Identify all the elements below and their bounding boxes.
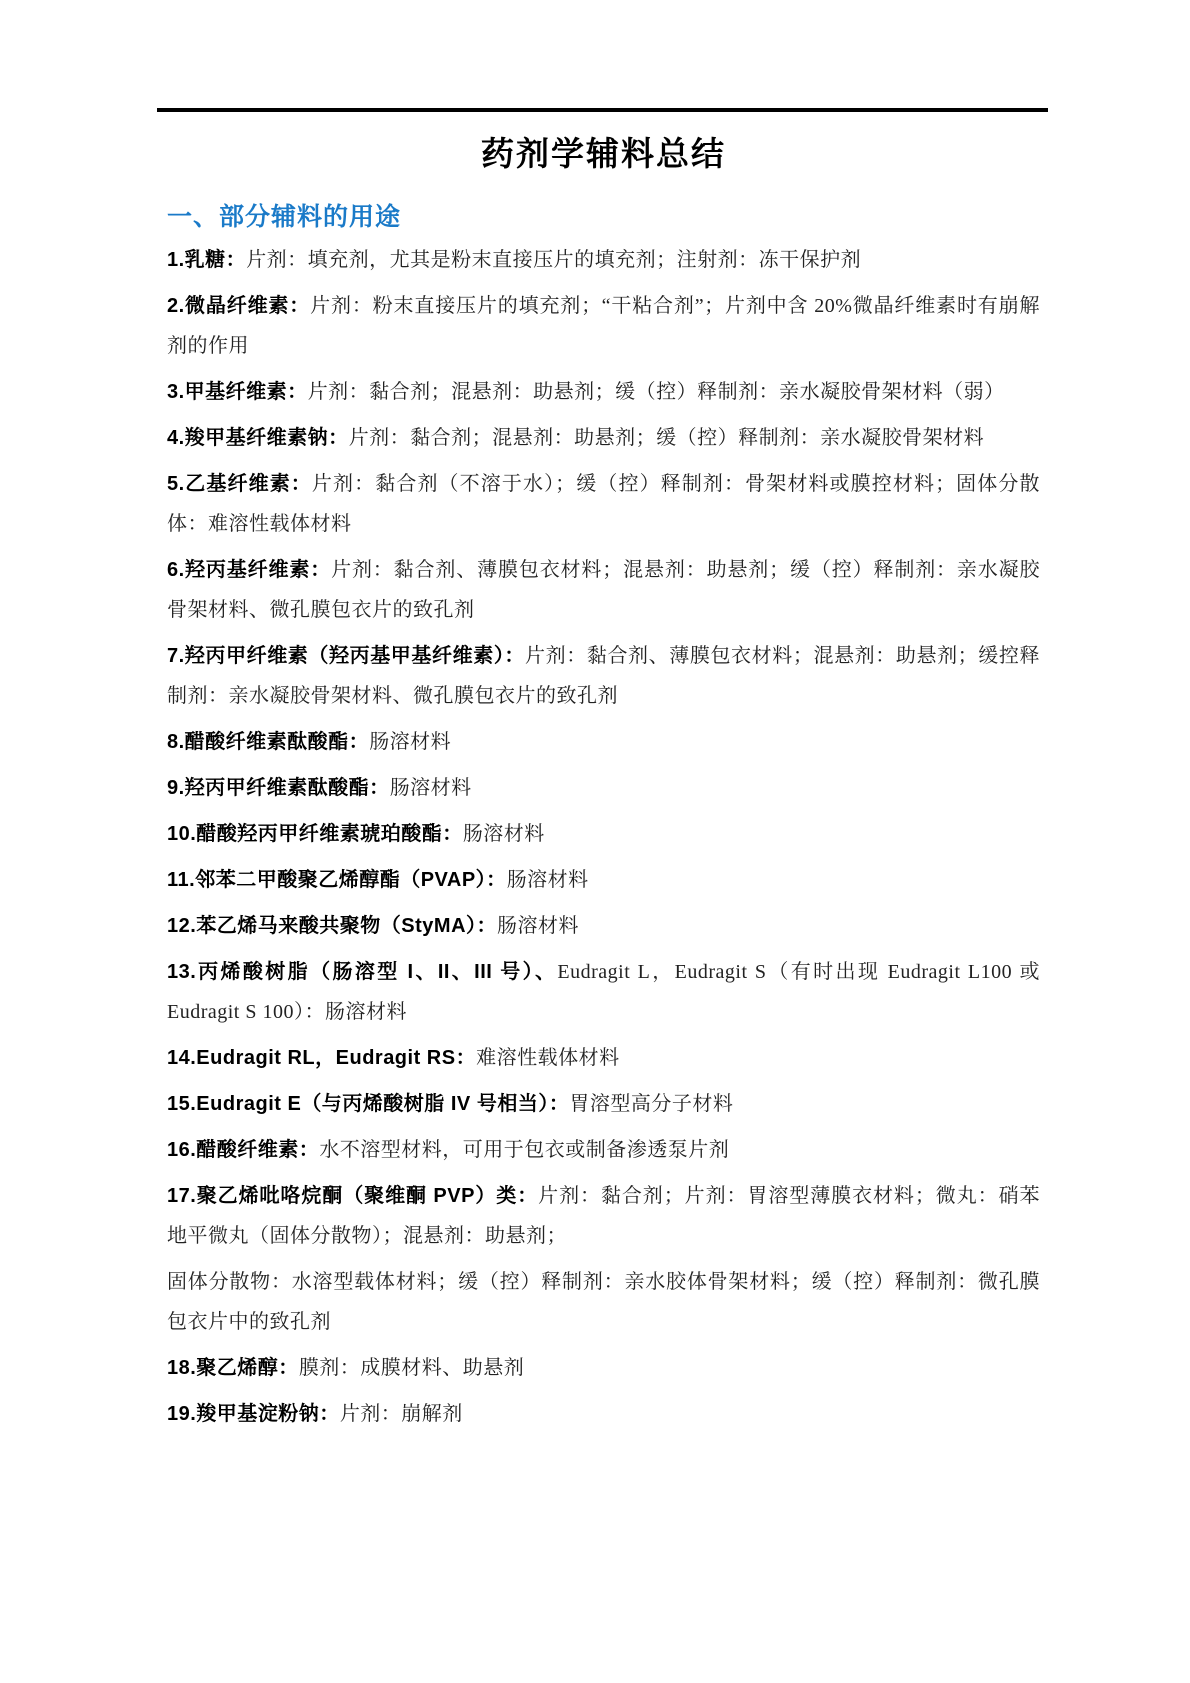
section-heading: 一、部分辅料的用途 <box>167 203 402 231</box>
item-desc: 肠溶材料 <box>506 869 589 891</box>
item-term: 12.苯乙烯马来酸共聚物（StyMA）： <box>167 915 498 937</box>
item-desc: 片剂：粉末直接压片的填充剂；“干粘合剂”；片剂中含 20%微晶纤维素时有崩解剂的作用 <box>167 295 1040 357</box>
item-term: 4.羧甲基纤维素钠： <box>167 427 349 449</box>
item-desc: 片剂：黏合剂；混悬剂：助悬剂；缓（控）释制剂：亲水凝胶骨架材料（弱） <box>307 381 1005 403</box>
item-term: 5.乙基纤维素： <box>167 473 312 495</box>
list-item <box>167 240 1040 280</box>
list-item <box>167 814 1040 854</box>
item-term: 3.甲基纤维素： <box>167 381 308 403</box>
list-item <box>167 1130 1040 1170</box>
list-item <box>167 1176 1040 1256</box>
item-desc: 膜剂：成膜材料、助悬剂 <box>298 1357 525 1379</box>
list-item <box>167 860 1040 900</box>
list-item <box>167 1394 1040 1434</box>
item-desc: Eudragit L，Eudragit S（有时出现 Eudragit L100 或 Eudragit S 100）：肠溶材料 <box>167 961 1040 1023</box>
item-desc: 片剂：填充剂，尤其是粉末直接压片的填充剂；注射剂：冻干保护剂 <box>246 249 862 271</box>
item-term: 18.聚乙烯醇： <box>167 1357 299 1379</box>
item-term: 9.羟丙甲纤维素酞酸酯： <box>167 777 390 799</box>
item-desc: 片剂：黏合剂、薄膜包衣材料；混悬剂：助悬剂；缓（控）释制剂：亲水凝胶骨架材料、微孔膜包衣片的致孔剂 <box>167 559 1040 621</box>
item-desc: 片剂：崩解剂 <box>339 1403 463 1425</box>
item-term: 2.微晶纤维素： <box>167 295 311 317</box>
item-desc: 水不溶型材料，可用于包衣或制备渗透泵片剂 <box>319 1139 730 1161</box>
item-term: 15.Eudragit E（与丙烯酸树脂 IV 号相当）： <box>167 1093 570 1115</box>
list-item <box>167 464 1040 544</box>
list-item <box>167 550 1040 630</box>
item-term: 8.醋酸纤维素酞酸酯： <box>167 731 370 753</box>
item-desc: 肠溶材料 <box>369 731 452 753</box>
list-item-continuation <box>167 1262 1040 1342</box>
item-term: 14.Eudragit RL，Eudragit RS： <box>167 1047 477 1069</box>
item-desc: 肠溶材料 <box>389 777 472 799</box>
list-item <box>167 1038 1040 1078</box>
item-term: 1.乳糖： <box>167 249 247 271</box>
item-desc: 肠溶材料 <box>497 915 580 937</box>
list-item <box>167 418 1040 458</box>
item-desc: 难溶性载体材料 <box>476 1047 620 1069</box>
list-item <box>167 372 1040 412</box>
item-term: 13.丙烯酸树脂（肠溶型 I、II、III 号）、 <box>167 961 558 983</box>
item-term: 7.羟丙甲纤维素（羟丙基甲基纤维素）： <box>167 645 526 667</box>
item-term: 10.醋酸羟丙甲纤维素琥珀酸酯： <box>167 823 463 845</box>
page-title: 药剂学辅料总结 <box>481 137 726 173</box>
item-desc: 胃溶型高分子材料 <box>569 1093 734 1115</box>
item-desc: 片剂：黏合剂；片剂：胃溶型薄膜衣材料；微丸：硝苯地平微丸（固体分散物）；混悬剂：助悬剂； <box>167 1185 1040 1247</box>
list-item <box>167 1348 1040 1388</box>
list-item <box>167 636 1040 716</box>
item-desc: 片剂：黏合剂；混悬剂：助悬剂；缓（控）释制剂：亲水凝胶骨架材料 <box>348 427 985 449</box>
item-desc: 固体分散物：水溶型载体材料；缓（控）释制剂：亲水胶体骨架材料；缓（控）释制剂：微孔膜包衣片中的致孔剂 <box>167 1271 1040 1333</box>
list-item <box>167 906 1040 946</box>
item-term: 6.羟丙基纤维素： <box>167 559 332 581</box>
header-rule <box>157 108 1048 112</box>
item-term: 16.醋酸纤维素： <box>167 1139 320 1161</box>
list-item <box>167 722 1040 762</box>
item-term: 19.羧甲基淀粉钠： <box>167 1403 340 1425</box>
item-desc: 片剂：黏合剂（不溶于水）；缓（控）释制剂：骨架材料或膜控材料；固体分散体：难溶性载体材料 <box>167 473 1040 535</box>
item-desc: 肠溶材料 <box>462 823 545 845</box>
list-item <box>167 286 1040 366</box>
item-desc: 片剂：黏合剂、薄膜包衣材料；混悬剂：助悬剂；缓控释制剂：亲水凝胶骨架材料、微孔膜包衣片的致孔剂 <box>167 645 1040 707</box>
list-item <box>167 1084 1040 1124</box>
list-item <box>167 952 1040 1032</box>
list-item <box>167 768 1040 808</box>
item-term: 17.聚乙烯吡咯烷酮（聚维酮 PVP）类： <box>167 1185 539 1207</box>
item-term: 11.邻苯二甲酸聚乙烯醇酯（PVAP）： <box>167 869 507 891</box>
